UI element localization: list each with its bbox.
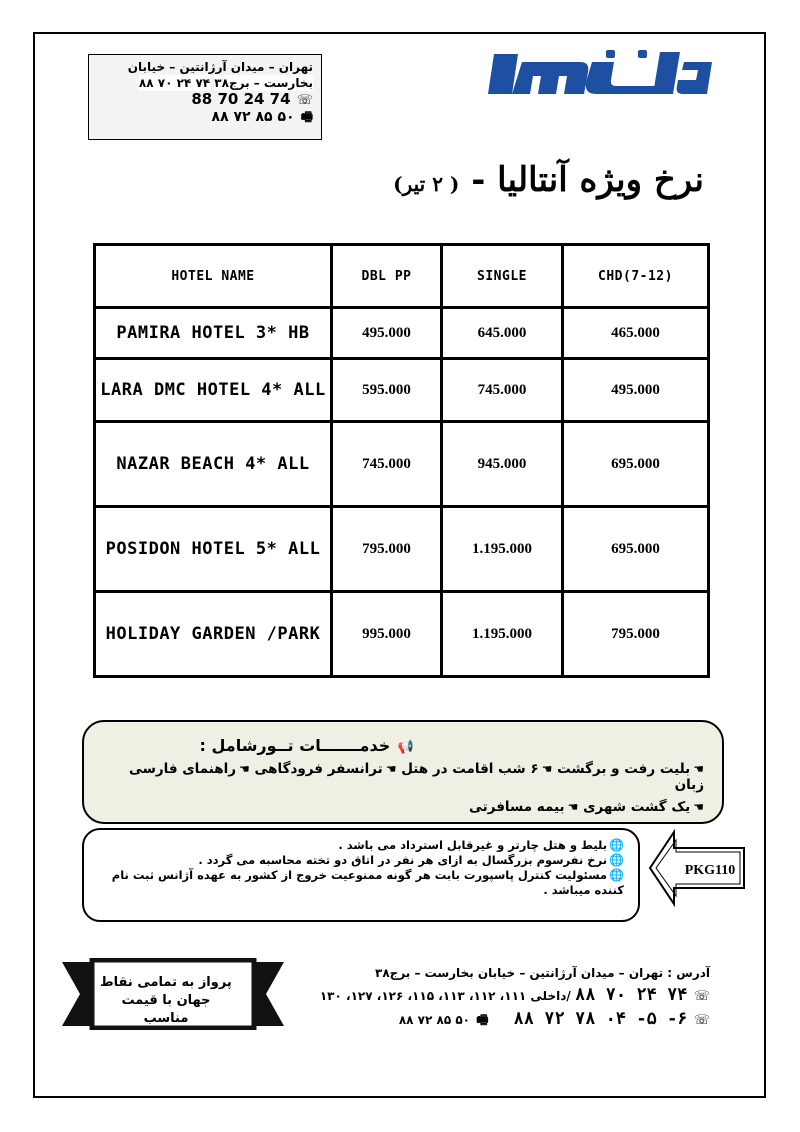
hotel-name: PAMIRA HOTEL 3* HB xyxy=(95,308,332,359)
price-chd: 695.000 xyxy=(563,507,709,592)
price-single: 745.000 xyxy=(442,359,563,422)
hotel-name: HOLIDAY GARDEN /PARK xyxy=(95,592,332,677)
promo-line-2: جهان با قیمت مناسب xyxy=(121,993,211,1026)
price-dbl: 495.000 xyxy=(332,308,442,359)
hand-pointer-icon: ☚ xyxy=(567,800,579,814)
header-dbl: DBL PP xyxy=(332,245,442,308)
price-single: 1.195.000 xyxy=(442,507,563,592)
title-date: ( ۲ تیر) xyxy=(393,172,460,196)
price-chd: 695.000 xyxy=(563,422,709,507)
service-item: یک گشت شهری xyxy=(583,799,691,815)
header-chd: CHD(7-12) xyxy=(563,245,709,308)
services-heading-row xyxy=(96,736,704,755)
megaphone-icon: 📢 xyxy=(397,740,414,755)
package-code-arrow xyxy=(648,828,746,908)
promo-line-1: پرواز به تمامی نقاط xyxy=(100,975,232,990)
company-logo xyxy=(488,48,716,100)
hotel-name: LARA DMC HOTEL 4* ALL xyxy=(95,359,332,422)
address-phone: 88 70 24 74 xyxy=(191,90,291,108)
price-single: 645.000 xyxy=(442,308,563,359)
table-row xyxy=(95,592,709,677)
title-main: نرخ ویژه آنتالیا - xyxy=(471,160,704,200)
footer-phone-alt-row xyxy=(270,1008,710,1032)
service-item: راهنمای فارسی زبان xyxy=(128,761,704,793)
price-dbl: 995.000 xyxy=(332,592,442,677)
address-line-2 xyxy=(95,75,313,91)
table-row xyxy=(95,507,709,592)
table-row xyxy=(95,359,709,422)
note-text: بلیط و هتل چارتر و غیرقابل استرداد می باشد . xyxy=(338,838,608,852)
footer-phone-ext: /داخلی ۱۱۱، ۱۱۲، ۱۱۳، ۱۱۵، ۱۲۶، ۱۲۷، ۱۳۰ xyxy=(319,989,571,1003)
phone-icon: ☏ xyxy=(693,989,710,1004)
service-item: بیمه مسافرتی xyxy=(468,799,565,815)
note-item xyxy=(94,853,624,868)
footer-phone-alt: ۸۸ ۷۲ ۷۸ ۰۴ -۵ -۶ xyxy=(513,1009,688,1029)
footer-phone-main: ۸۸ ۷۰ ۲۴ ۷۴ xyxy=(574,985,688,1005)
price-table xyxy=(93,243,710,678)
footer-phone-row xyxy=(270,984,710,1008)
globe-icon: 🌐 xyxy=(609,868,624,882)
footer-fax: ۸۸ ۷۲ ۸۵ ۵۰ xyxy=(398,1013,470,1027)
services-box xyxy=(82,720,724,824)
note-text: نرخ نفرسوم بزرگسال به ازای هر نفر در اتاق دو تخته محاسبه می گردد . xyxy=(198,853,608,867)
footer-address: آدرس : تهران – میدان آرژانتین – خیابان بخارست – برج۳۸ xyxy=(375,966,710,980)
phone-icon: ☏ xyxy=(296,93,313,108)
footer-contact xyxy=(270,962,710,1032)
price-single: 1.195.000 xyxy=(442,592,563,677)
services-line-2 xyxy=(96,799,704,815)
price-dbl: 595.000 xyxy=(332,359,442,422)
note-item xyxy=(94,838,624,853)
price-chd: 495.000 xyxy=(563,359,709,422)
services-heading: خدمـــــــات تــورشامل : xyxy=(199,736,391,755)
table-header-row xyxy=(95,245,709,308)
hand-pointer-icon: ☚ xyxy=(541,762,553,776)
address-box xyxy=(88,54,322,140)
hand-pointer-icon: ☚ xyxy=(693,762,704,776)
hand-pointer-icon: ☚ xyxy=(385,762,397,776)
page-title xyxy=(393,160,704,200)
address-fax-row xyxy=(95,109,313,126)
hand-pointer-icon: ☚ xyxy=(693,800,704,814)
table-row xyxy=(95,308,709,359)
header-hotel-name: HOTEL NAME xyxy=(95,245,332,308)
package-code: PKG110 xyxy=(684,863,736,878)
globe-icon: 🌐 xyxy=(609,853,624,867)
address-phone-row xyxy=(95,91,313,109)
note-text: مسئولیت کنترل پاسپورت بابت هر گونه ممنوعیت خروج از کشور به عهده آژانس ثبت نام کننده میباشد . xyxy=(111,868,624,897)
hand-pointer-icon: ☚ xyxy=(239,762,250,776)
notes-box xyxy=(82,828,640,922)
hotel-name: POSIDON HOTEL 5* ALL xyxy=(95,507,332,592)
price-chd: 465.000 xyxy=(563,308,709,359)
price-dbl: 795.000 xyxy=(332,507,442,592)
price-dbl: 745.000 xyxy=(332,422,442,507)
fax-icon: 🖷 xyxy=(476,1013,489,1028)
address-line-1: تهران – میدان آرژانتین – خیابان xyxy=(127,60,313,74)
header-single: SINGLE xyxy=(442,245,563,308)
price-single: 945.000 xyxy=(442,422,563,507)
hotel-name: NAZAR BEACH 4* ALL xyxy=(95,422,332,507)
promo-text xyxy=(98,968,234,1026)
service-item: بلیت رفت و برگشت xyxy=(557,761,691,777)
services-line-1 xyxy=(96,761,704,793)
note-item xyxy=(94,868,624,898)
address-line-2-text: بخارست – برج۳۸ xyxy=(214,76,313,90)
price-chd: 795.000 xyxy=(563,592,709,677)
table-row xyxy=(95,422,709,507)
service-item: ترانسفر فرودگاهی xyxy=(254,761,383,777)
fax-icon: 🖷 xyxy=(300,110,313,125)
address-fax: ۸۸ ۷۲ ۸۵ ۵۰ xyxy=(211,109,295,125)
phone-icon: ☏ xyxy=(693,1013,710,1028)
service-item: ۶ شب اقامت در هتل xyxy=(401,761,539,777)
globe-icon: 🌐 xyxy=(609,838,624,852)
address-line-2-number: ۷۴ ۲۴ ۷۰ ۸۸ xyxy=(138,76,211,90)
